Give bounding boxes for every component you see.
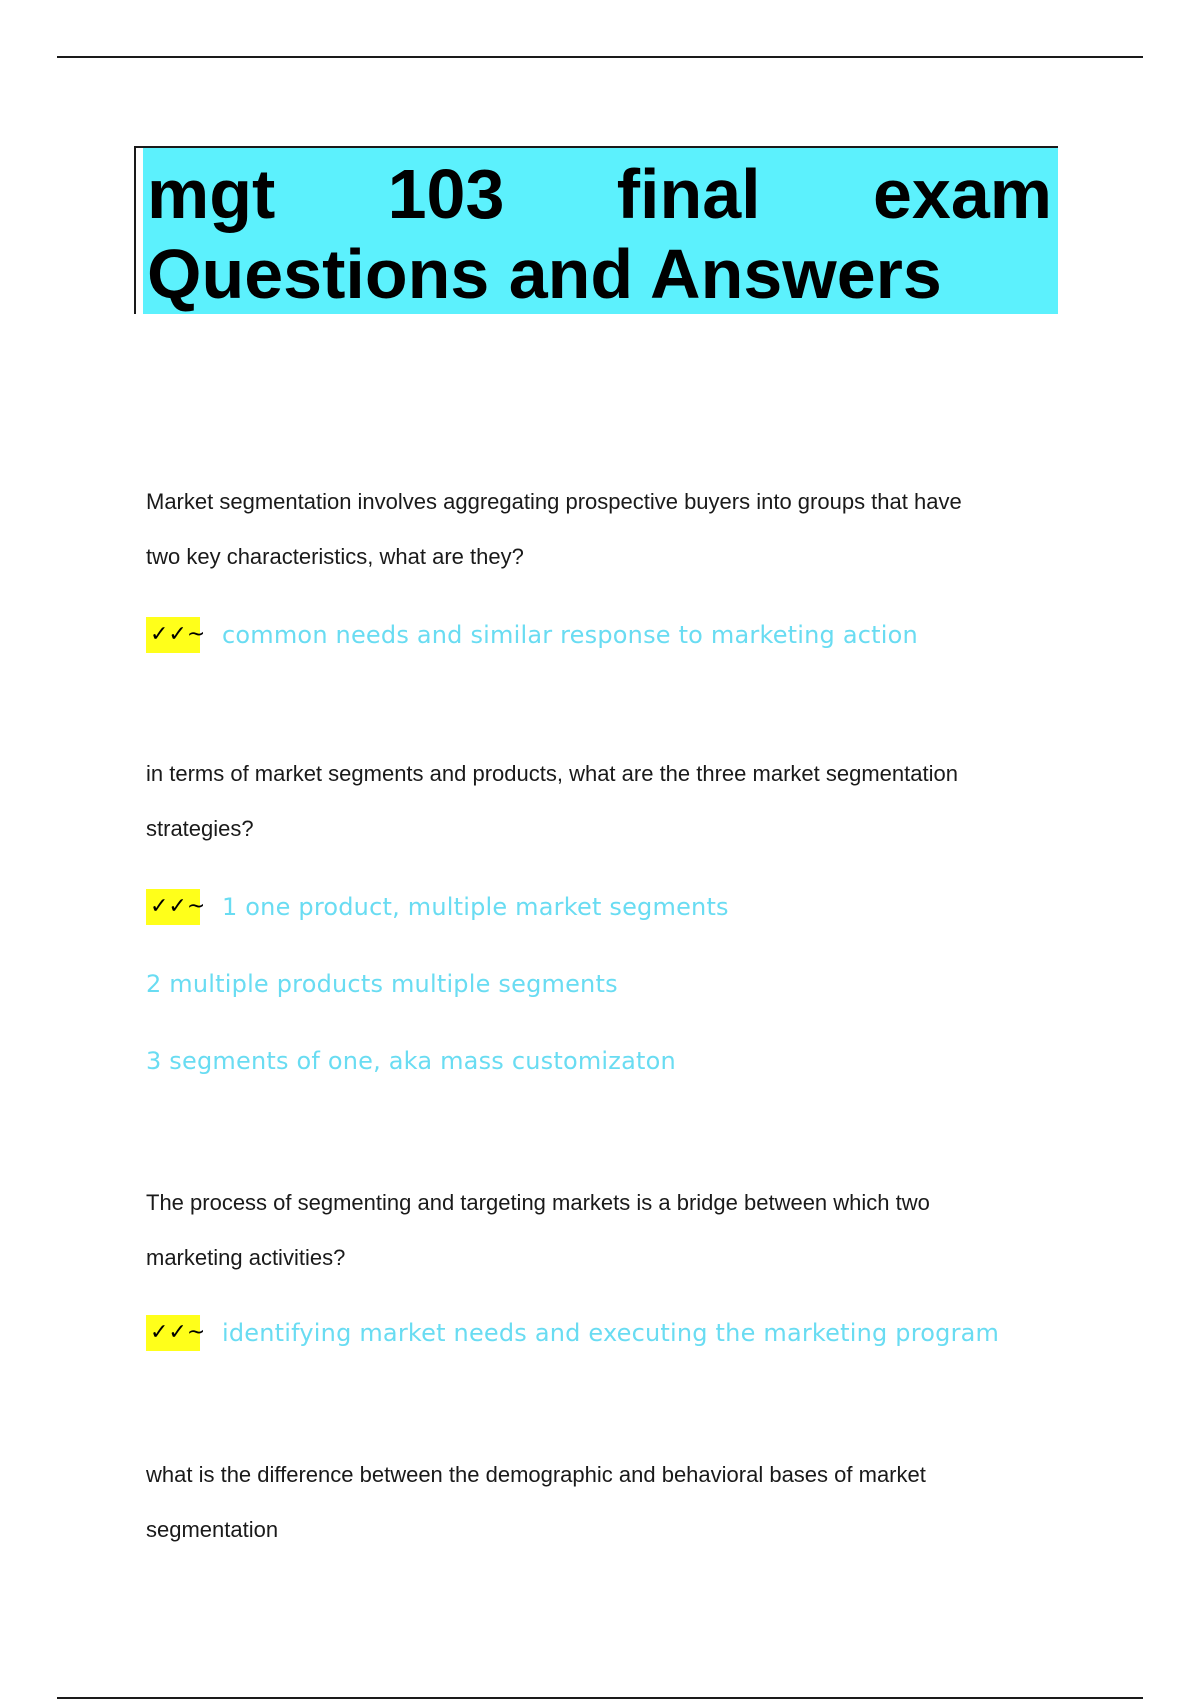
title-word: mgt	[147, 155, 276, 233]
document-title-line-1	[147, 154, 1052, 234]
question-line: strategies?	[146, 816, 254, 841]
answer-2-continuation-1	[146, 964, 618, 1004]
answer-1	[146, 615, 918, 655]
question-4	[146, 1447, 1066, 1557]
title-word: exam	[872, 155, 1052, 233]
document-title-line-2: Questions and Answers	[147, 235, 942, 313]
answer-text: 2 multiple products multiple segments	[146, 970, 618, 998]
page-top-rule	[57, 56, 1143, 58]
answer-text: 1 one product, multiple market segments	[222, 893, 729, 921]
question-line: The process of segmenting and targeting markets is a bridge between which two	[146, 1190, 930, 1215]
title-box-border-left	[134, 146, 136, 314]
question-line: marketing activities?	[146, 1245, 346, 1270]
question-3	[146, 1175, 1066, 1285]
checkmark-icon: ✓✓~	[146, 889, 200, 925]
answer-3	[146, 1313, 999, 1353]
document-title-box	[134, 146, 1058, 314]
checkmark-icon: ✓✓~	[146, 617, 200, 653]
answer-2-continuation-2	[146, 1041, 676, 1081]
question-line: what is the difference between the demographic and behavioral bases of market	[146, 1462, 926, 1487]
question-line: in terms of market segments and products, what are the three market segmentation	[146, 761, 958, 786]
checkmark-icon: ✓✓~	[146, 1315, 200, 1351]
question-1	[146, 474, 1066, 584]
question-line: two key characteristics, what are they?	[146, 544, 524, 569]
question-line: segmentation	[146, 1517, 279, 1542]
page-bottom-rule	[57, 1697, 1143, 1699]
answer-text: 3 segments of one, aka mass customizaton	[146, 1047, 676, 1075]
title-word: final	[616, 155, 761, 233]
answer-text: common needs and similar response to marketing action	[222, 621, 918, 649]
answer-text: identifying market needs and executing the marketing program	[222, 1319, 1000, 1347]
question-2	[146, 746, 1066, 856]
answer-2	[146, 887, 729, 927]
question-line: Market segmentation involves aggregating prospective buyers into groups that have	[146, 489, 962, 514]
title-word: 103	[387, 155, 505, 233]
